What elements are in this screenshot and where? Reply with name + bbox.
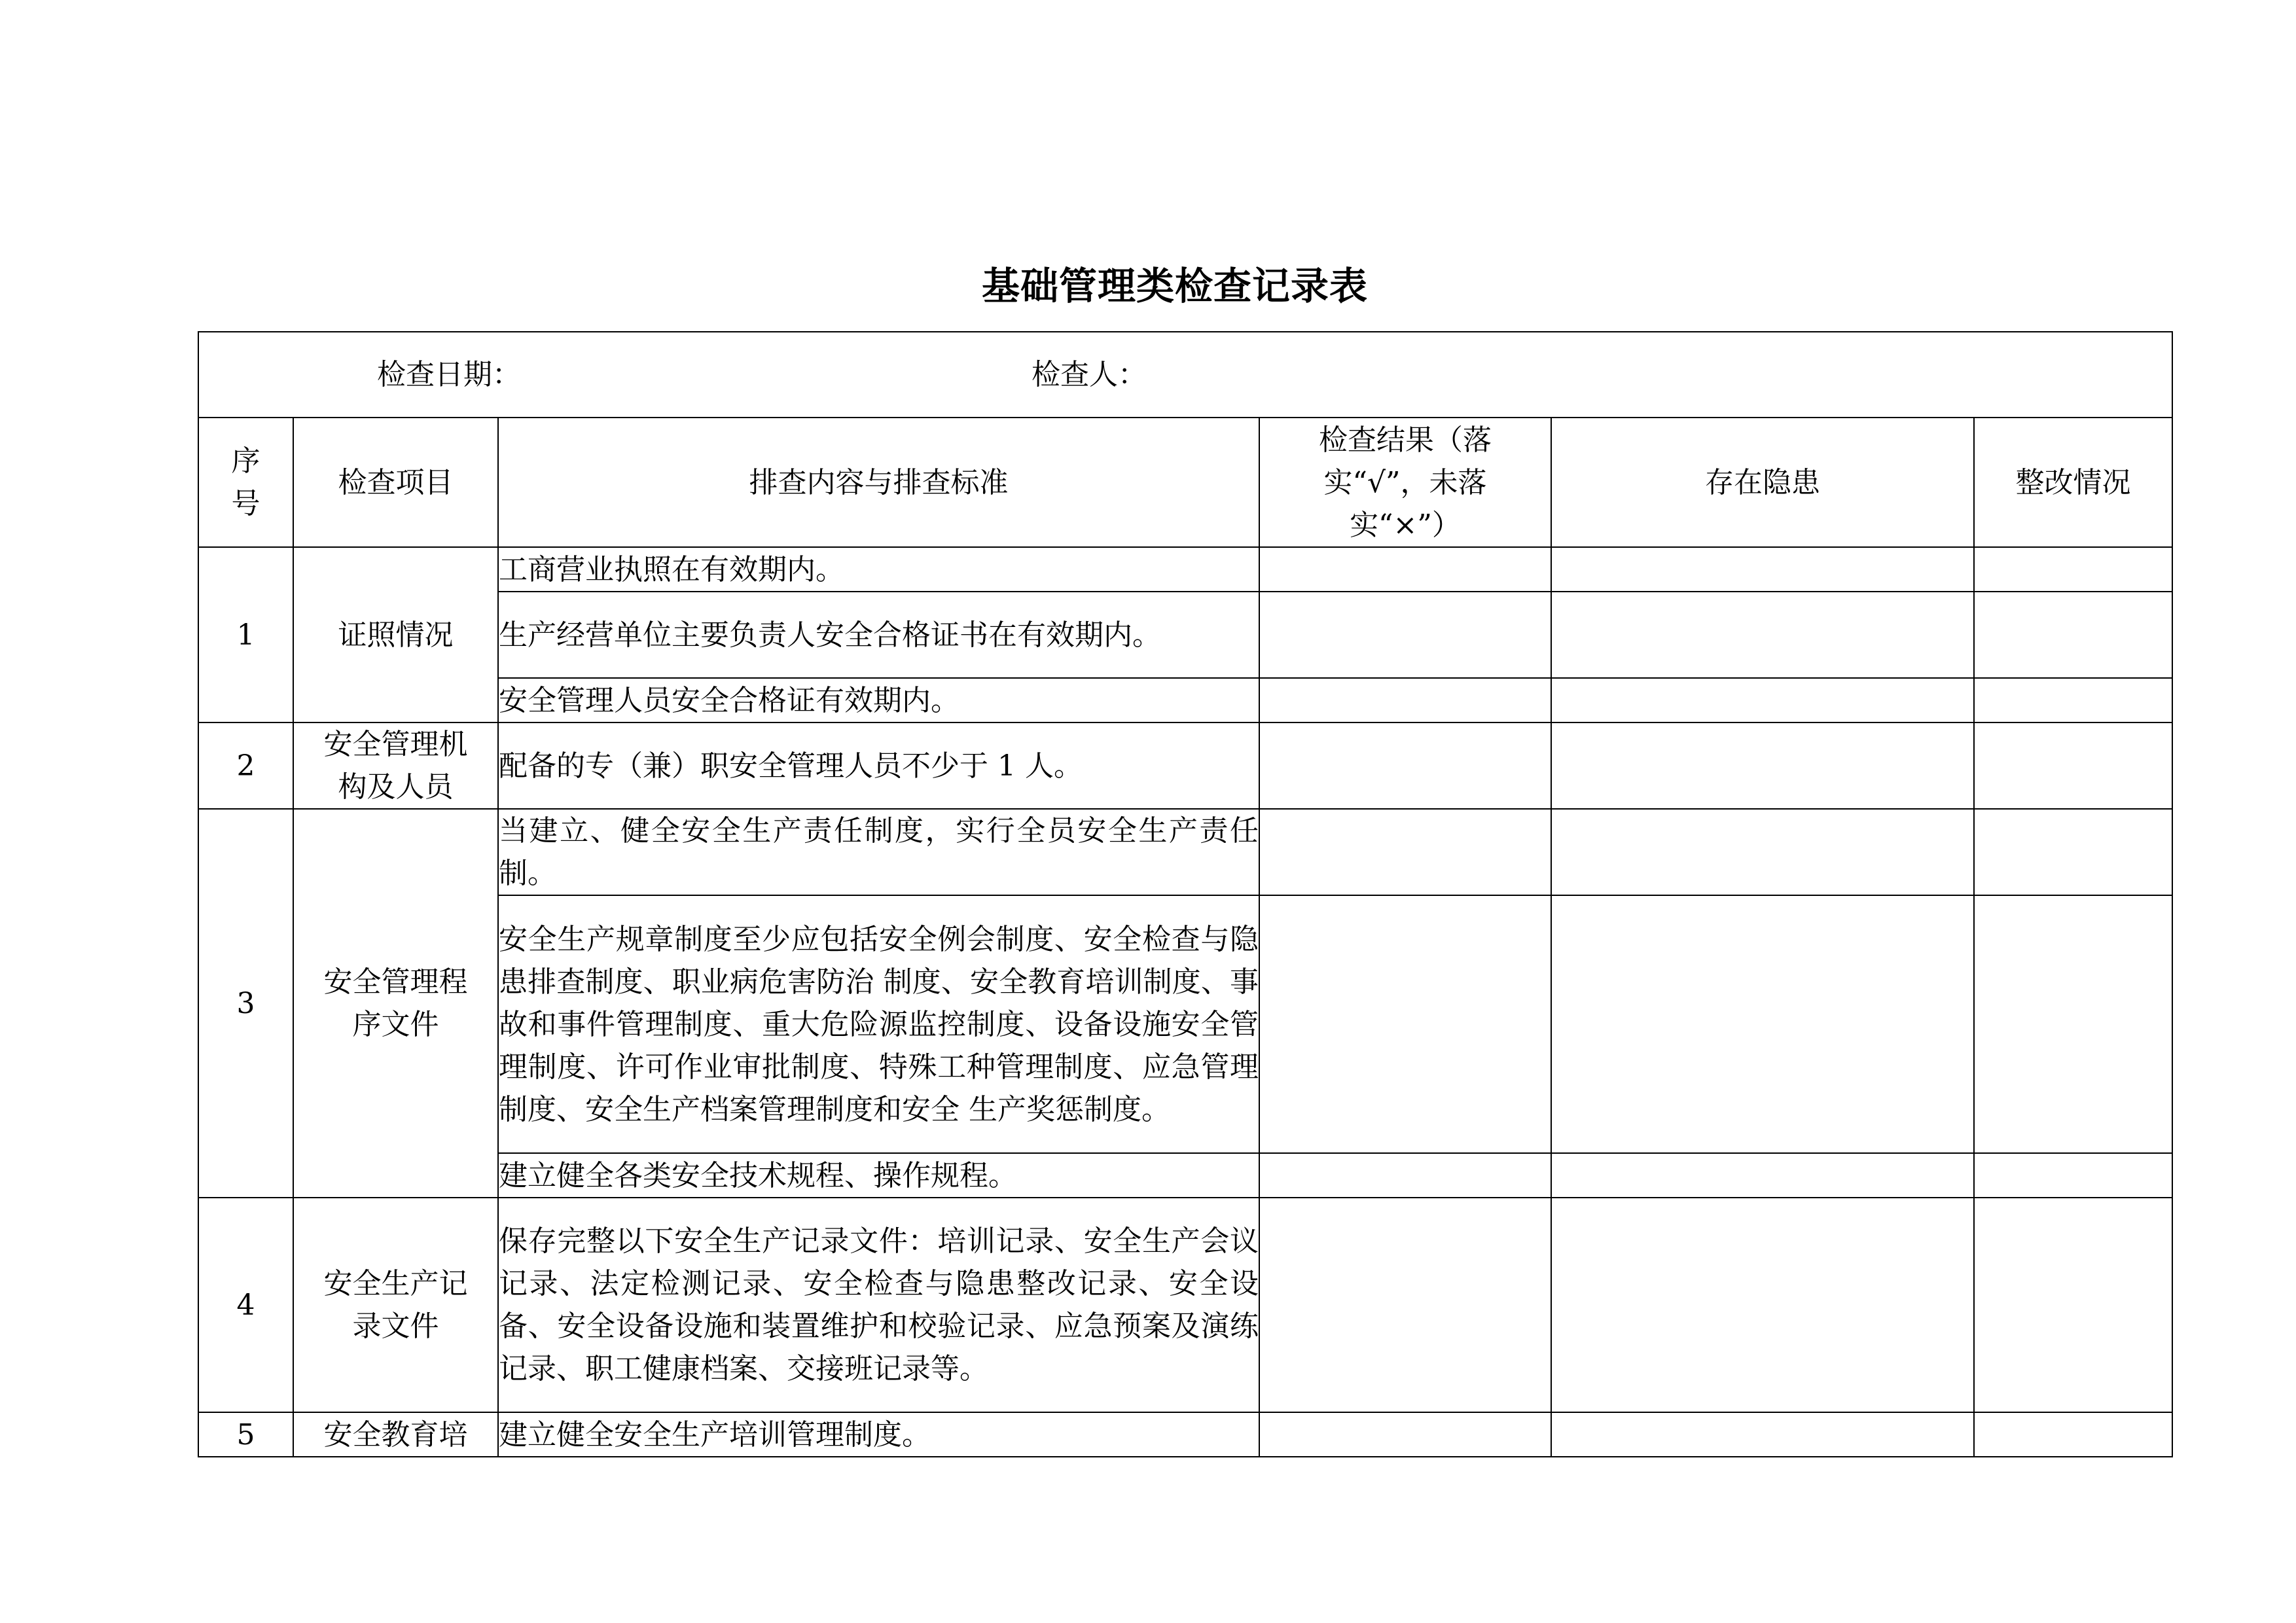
check-content: 工商营业执照在有效期内。 bbox=[498, 547, 1259, 592]
check-item bbox=[293, 809, 498, 1198]
result-cell[interactable] bbox=[1259, 592, 1551, 678]
header-result-text: 检查结果（落实“√”，未落实“×”） bbox=[1319, 423, 1492, 542]
check-content: 当建立、健全安全生产责任制度，实行全员安全生产责任制。 bbox=[498, 809, 1259, 895]
rectify-cell[interactable] bbox=[1974, 895, 2172, 1153]
table-row bbox=[198, 1412, 2172, 1457]
check-item: 安全教育培 bbox=[293, 1412, 498, 1457]
header-item: 检查项目 bbox=[293, 418, 498, 547]
meta-row bbox=[198, 332, 2172, 418]
header-result bbox=[1259, 418, 1551, 547]
hazard-cell[interactable] bbox=[1551, 678, 1974, 722]
check-content: 保存完整以下安全生产记录文件：培训记录、安全生产会议记录、法定检测记录、安全检查与隐患整改记录、安全设备、安全设备设施和装置维护和校验记录、应急预案及演练记录、职工健康档案、交接班记录等。 bbox=[498, 1198, 1259, 1412]
row-number: 2 bbox=[198, 722, 293, 809]
result-cell[interactable] bbox=[1259, 809, 1551, 895]
table-row bbox=[198, 722, 2172, 809]
check-content: 配备的专（兼）职安全管理人员不少于 1 人。 bbox=[498, 722, 1259, 809]
row-number: 4 bbox=[198, 1198, 293, 1412]
check-content: 建立健全各类安全技术规程、操作规程。 bbox=[498, 1153, 1259, 1198]
table-row bbox=[198, 547, 2172, 592]
check-item-text: 安全管理机构及人员 bbox=[323, 728, 468, 804]
row-number: 1 bbox=[198, 547, 293, 722]
header-content: 排查内容与排查标准 bbox=[498, 418, 1259, 547]
result-cell[interactable] bbox=[1259, 678, 1551, 722]
meta-cell bbox=[198, 332, 2172, 418]
check-item-text: 安全管理程序文件 bbox=[323, 965, 468, 1041]
hazard-cell[interactable] bbox=[1551, 722, 1974, 809]
check-item: 证照情况 bbox=[293, 547, 498, 722]
hazard-cell[interactable] bbox=[1551, 592, 1974, 678]
inspector-label: 检查人： bbox=[1031, 358, 1147, 391]
result-cell[interactable] bbox=[1259, 547, 1551, 592]
document-title: 基础管理类检查记录表 bbox=[981, 264, 1368, 308]
rectify-cell[interactable] bbox=[1974, 678, 2172, 722]
check-item bbox=[293, 1198, 498, 1412]
rectify-cell[interactable] bbox=[1974, 547, 2172, 592]
table-row bbox=[198, 809, 2172, 895]
row-number: 3 bbox=[198, 809, 293, 1198]
inspection-date-label: 检查日期： bbox=[377, 358, 521, 391]
rectify-cell[interactable] bbox=[1974, 1153, 2172, 1198]
check-content: 安全管理人员安全合格证有效期内。 bbox=[498, 678, 1259, 722]
hazard-cell[interactable] bbox=[1551, 809, 1974, 895]
check-item bbox=[293, 722, 498, 809]
check-content: 安全生产规章制度至少应包括安全例会制度、安全检查与隐患排查制度、职业病危害防治 制度、安全教育培训制度、事故和事件管理制度、重大危险源监控制度、设备设施安全管理制度、许可作业审批制度、特殊工种管理制度、应急管理制度、安全生产档案管理制度和安全 生产奖惩制度。 bbox=[498, 895, 1259, 1153]
result-cell[interactable] bbox=[1259, 722, 1551, 809]
rectify-cell[interactable] bbox=[1974, 1198, 2172, 1412]
rectify-cell[interactable] bbox=[1974, 1412, 2172, 1457]
hazard-cell[interactable] bbox=[1551, 895, 1974, 1153]
check-content: 建立健全安全生产培训管理制度。 bbox=[498, 1412, 1259, 1457]
hazard-cell[interactable] bbox=[1551, 1412, 1974, 1457]
check-item-text: 安全生产记录文件 bbox=[323, 1267, 468, 1343]
rectify-cell[interactable] bbox=[1974, 592, 2172, 678]
result-cell[interactable] bbox=[1259, 1412, 1551, 1457]
hazard-cell[interactable] bbox=[1551, 1198, 1974, 1412]
header-hazard: 存在隐患 bbox=[1551, 418, 1974, 547]
inspection-record-table bbox=[198, 331, 2173, 1457]
table-row bbox=[198, 1198, 2172, 1412]
result-cell[interactable] bbox=[1259, 895, 1551, 1153]
rectify-cell[interactable] bbox=[1974, 809, 2172, 895]
hazard-cell[interactable] bbox=[1551, 1153, 1974, 1198]
header-row bbox=[198, 418, 2172, 547]
header-rectify: 整改情况 bbox=[1974, 418, 2172, 547]
result-cell[interactable] bbox=[1259, 1153, 1551, 1198]
hazard-cell[interactable] bbox=[1551, 547, 1974, 592]
header-no bbox=[198, 418, 293, 547]
rectify-cell[interactable] bbox=[1974, 722, 2172, 809]
check-content: 生产经营单位主要负责人安全合格证书在有效期内。 bbox=[498, 592, 1259, 678]
result-cell[interactable] bbox=[1259, 1198, 1551, 1412]
header-no-text: 序号 bbox=[231, 444, 260, 520]
row-number: 5 bbox=[198, 1412, 293, 1457]
